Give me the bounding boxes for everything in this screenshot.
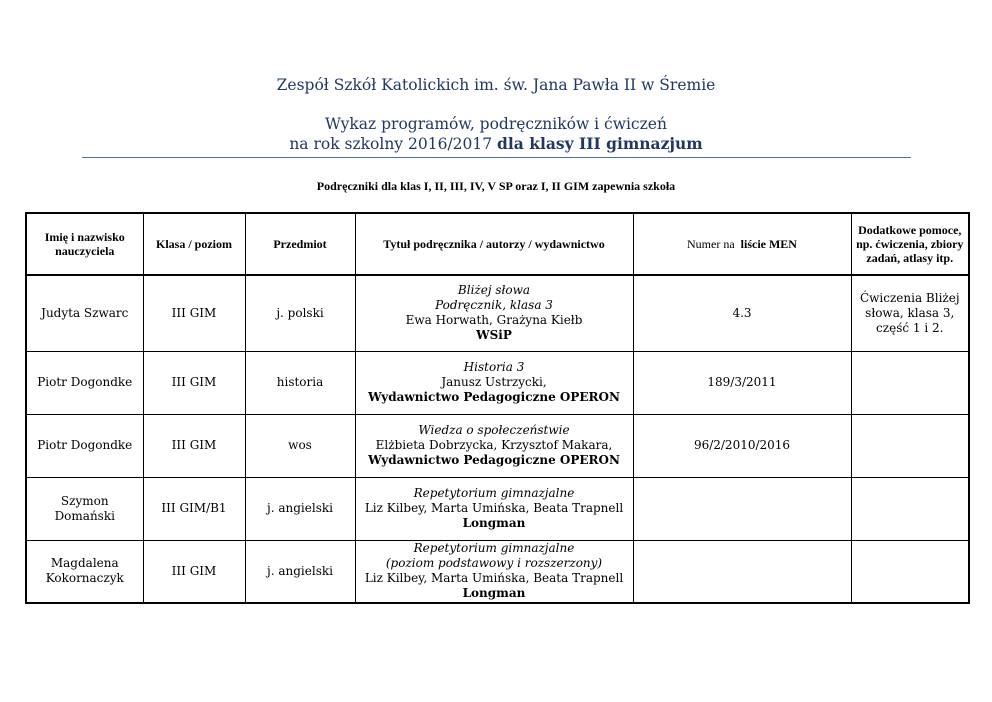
book-title: Repetytorium gimnazjalne <box>413 486 575 500</box>
book-title: Repetytorium gimnazjalne <box>413 541 575 556</box>
book-title: Bliżej słowa <box>457 283 531 298</box>
extras-cell <box>851 477 969 540</box>
textbook-table <box>25 212 970 604</box>
table-header-row <box>26 213 969 275</box>
men-number-cell: 96/2/2010/2016 <box>633 414 851 477</box>
provision-note: Podręczniki dla klas I, II, III, IV, V SP oraz I, II GIM zapewnia szkoła <box>316 179 676 193</box>
class-cell: III GIM <box>143 540 245 603</box>
book-publisher: Longman <box>462 586 526 601</box>
extras-cell <box>851 414 969 477</box>
teacher-cell: Judyta Szwarc <box>26 275 143 351</box>
class-cell: III GIM <box>143 275 245 351</box>
school-year-line <box>0 134 992 154</box>
list-title: Wykaz programów, podręczników i ćwiczeń <box>325 115 667 133</box>
book-publisher: Longman <box>462 516 526 530</box>
col-header-extras: Dodatkowe pomoce, np. ćwiczenia, zbiory zadań, atlasy itp. <box>851 213 969 275</box>
table-row <box>26 414 969 477</box>
men-number-cell: 4.3 <box>633 275 851 351</box>
book-authors: Liz Kilbey, Marta Umińska, Beata Trapnell <box>364 571 624 586</box>
class-cell: III GIM <box>143 414 245 477</box>
men-number-cell <box>633 540 851 603</box>
men-number-cell <box>633 477 851 540</box>
subject-cell: wos <box>245 414 355 477</box>
book-publisher: Wydawnictwo Pedagogiczne OPERON <box>368 390 620 404</box>
title-cell <box>355 540 633 603</box>
teacher-cell: Piotr Dogondke <box>26 351 143 414</box>
teacher-cell: Magdalena Kokornaczyk <box>26 540 143 603</box>
school-name: Zespół Szkół Katolickich im. św. Jana Pawła II w Śremie <box>276 76 716 94</box>
extras-cell: Ćwiczenia Bliżej słowa, klasa 3, część 1 i 2. <box>851 275 969 351</box>
subject-cell: j. polski <box>245 275 355 351</box>
book-subtitle: (poziom podstawowy i rozszerzony) <box>385 556 603 571</box>
title-cell <box>355 414 633 477</box>
title-divider <box>82 157 911 158</box>
table-row <box>26 275 969 351</box>
table-row <box>26 351 969 414</box>
teacher-cell: Piotr Dogondke <box>26 414 143 477</box>
title-cell <box>355 351 633 414</box>
class-level-label: dla klasy III gimnazjum <box>497 134 703 153</box>
extras-cell <box>851 351 969 414</box>
subject-cell: j. angielski <box>245 477 355 540</box>
col-header-title: Tytuł podręcznika / autorzy / wydawnictwo <box>355 213 633 275</box>
men-header-bold: liście MEN <box>740 237 797 251</box>
table-row <box>26 540 969 603</box>
book-authors: Ewa Horwath, Grażyna Kiełb <box>405 313 583 328</box>
col-header-subject: Przedmiot <box>245 213 355 275</box>
subject-cell: historia <box>245 351 355 414</box>
school-year-prefix: na rok szkolny 2016/2017 <box>289 135 493 153</box>
col-header-teacher: Imię i nazwisko nauczyciela <box>26 213 143 275</box>
extras-cell <box>851 540 969 603</box>
book-title: Wiedza o społeczeństwie <box>418 423 570 437</box>
subject-cell: j. angielski <box>245 540 355 603</box>
book-publisher: WSiP <box>476 328 512 343</box>
men-number-cell: 189/3/2011 <box>633 351 851 414</box>
col-header-men-number <box>633 213 851 275</box>
book-title: Historia 3 <box>463 360 525 374</box>
book-publisher: Wydawnictwo Pedagogiczne OPERON <box>368 453 620 467</box>
col-header-class: Klasa / poziom <box>143 213 245 275</box>
title-cell <box>355 275 633 351</box>
teacher-cell: Szymon Domański <box>26 477 143 540</box>
men-header-prefix: Numer na <box>687 237 735 251</box>
book-authors: Liz Kilbey, Marta Umińska, Beata Trapnell <box>364 501 624 515</box>
book-authors: Elżbieta Dobrzycka, Krzysztof Makara, <box>375 438 613 452</box>
book-authors: Janusz Ustrzycki, <box>441 375 547 389</box>
book-subtitle: Podręcznik, klasa 3 <box>435 298 553 313</box>
table-row <box>26 477 969 540</box>
class-cell: III GIM/B1 <box>143 477 245 540</box>
title-cell <box>355 477 633 540</box>
class-cell: III GIM <box>143 351 245 414</box>
